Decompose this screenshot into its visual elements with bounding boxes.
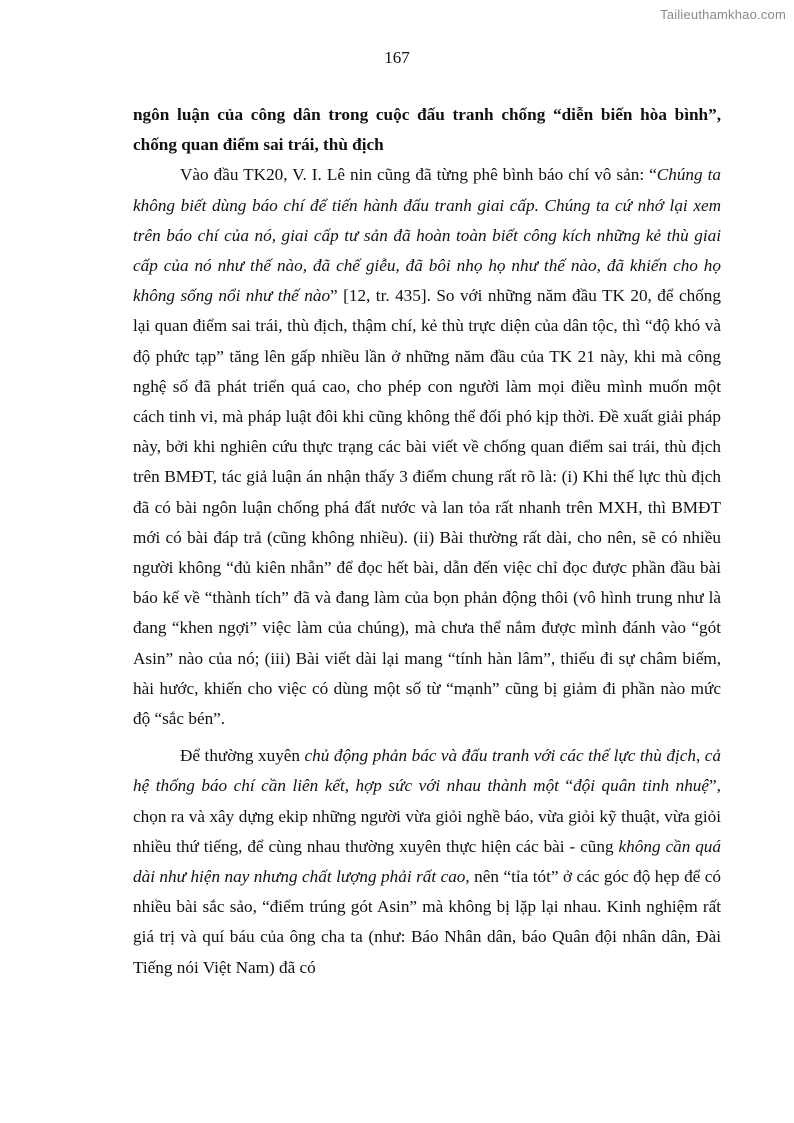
lenin-quote: Chúng ta không biết dùng báo chí để tiến hành đấu tranh giai cấp. Chúng ta cứ nhớ lại xem trên báo chí của nó, giai cấp tư sản đã hoàn toàn biết công kích những kẻ thù giai cấp của nó như thế nào, đã chế giễu, đã bôi nhọ họ như thế nào, đã khiến cho họ không sống nổi như thế nào <box>133 165 721 306</box>
emphasis-text: không cần quá dài như hiện nay nhưng chất lượng phải rất cao <box>133 836 721 887</box>
body-text <box>133 100 721 983</box>
emphasis-text: chủ động phản bác và đấu tranh với các thế lực thù địch <box>304 746 696 766</box>
paragraph-body: ” [12, tr. 435]. So với những năm đầu TK 20, để chống lại quan điểm sai trái, thù địch, thậm chí, kẻ thù trực diện của dân tộc, thì “độ khó và độ phức tạp” tăng lên gấp nhiều lần ở những năm đầu của TK 21 này, khi mà công nghệ số đã phát triển quá cao, cho phép con người làm mọi điều mình muốn một cách tinh vi, mà pháp luật đôi khi cũng không thể đối phó kịp thời. Đề xuất giải pháp này, bởi khi nghiên cứu thực trạng các bài viết về chống quan điểm sai trái, thù địch trên BMĐT, tác giả luận án nhận thấy 3 điểm chung rất rõ là: (i) Khi thế lực thù địch đã có bài ngôn luận chống phá đất nước và lan tỏa rất nhanh trên MXH, thì BMĐT mới có bài đáp trả (cũng không nhiều). (ii) Bài thường rất dài, cho nên, sẽ có nhiều người không “đủ kiên nhẫn” để đọc hết bài, dẫn đến việc chỉ đọc được phần đầu bài báo kể về “thành tích” đã và đang làm của bọn phản động thôi (vô hình trung như là đang “khen ngợi” việc làm của chúng), mà chưa thể nắm được mình đánh vào “gót Asin” nào của nó; (iii) Bài viết dài lại mang “tính hàn lâm”, thiếu đi sự châm biếm, hài hước, khiến cho việc có dùng một số từ “mạnh” cũng bị giảm đi phần nào mức độ “sắc bén”. <box>133 286 721 729</box>
plain-text: , <box>695 746 705 766</box>
watermark: Tailieuthamkhao.com <box>660 7 786 22</box>
paragraph-intro: Vào đầu TK20, V. I. Lê nin cũng đã từng phê bình báo chí vô sản: “ <box>180 165 657 185</box>
page-number: 167 <box>384 48 410 67</box>
emphasis-text: cả hệ thống báo chí cần liên kết, hợp sức với nhau thành một <box>133 746 722 796</box>
paragraph-solution <box>133 741 721 983</box>
emphasis-text: đội quân tinh nhuệ <box>573 776 710 796</box>
paragraph-lenin-quote <box>133 160 721 734</box>
paragraph-intro: Để thường xuyên <box>180 746 305 766</box>
section-heading: ngôn luận của công dân trong cuộc đấu tranh chống “diễn biến hòa bình”, chống quan điểm sai trái, thù địch <box>133 105 721 155</box>
plain-text: “ <box>558 776 574 796</box>
plain-text: ”, chọn ra và xây dựng ekip những người vừa giỏi nghề báo, vừa giỏi kỹ thuật, vừa giỏi nhiều thứ tiếng, để cùng nhau thường xuyên thực hiện các bài - cũng <box>133 776 721 856</box>
paragraph-body: , nên “tỉa tót” ở các góc độ hẹp để có nhiều bài sắc sảo, “điểm trúng gót Asin” mà không bị lặp lại nhau. Kinh nghiệm rất giá trị và quí báu của ông cha ta (như: Báo Nhân dân, báo Quân đội nhân dân, Đài Tiếng nói Việt Nam) đã có <box>133 867 721 977</box>
